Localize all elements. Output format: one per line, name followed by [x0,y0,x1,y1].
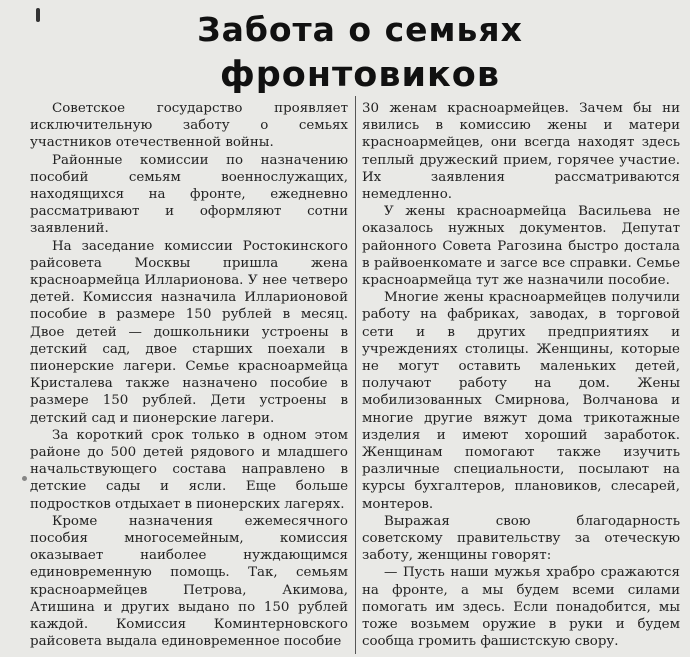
paragraph: За короткий срок только в одном этом районе до 500 детей рядового и младшего начальствующего состава направлено в детские сады и ясли. Еще больше подростков отдыхает в пионерских лагерях. [30,427,348,512]
column-divider [355,96,356,654]
left-column [30,100,348,651]
paragraph: 30 женам красноармейцев. Зачем бы ни явились в комиссию жены и матери красноармейцев, они всегда находят здесь теплый дружеский прием, горячее участие. Их заявления рассматриваются немедленно. [362,101,680,203]
paragraph: Советское государство проявляет исключительную заботу о семьях участников отечественной войны. [30,101,348,151]
ink-smudge [22,476,27,481]
paragraph: Кроме назначения ежемесячного пособия многосемейным, комиссия оказывает наиболее нуждающимся единовременную помощь. Так, семьям красноармейцев Петрова, Акимова, Атишина и других выдано по 150 рублей каждой. Комиссия Коминтерновского райсовета выдала единовременное пособие [30,513,348,650]
right-column [362,100,680,651]
paragraph: У жены красноармейца Васильева не оказалось нужных документов. Депутат районного Совета Рагозина быстро достала в райвоенкомате и загсе все справки. Семье красноармейца тут же назначили пособие. [362,204,680,289]
paragraph: Районные комиссии по назначению пособий семьям военнослужащих, находящихся на фронте, ежедневно рассматривают и оформляют сотни заявлений. [30,152,348,237]
headline-line-1: Забота о семьях [197,10,523,49]
headline-line-2: фронтовиков [220,55,500,95]
paragraph: — Пусть наши мужья храбро сражаются на фронте, а мы будем всеми силами помогать им здесь. Если понадобится, мы тоже возьмем оружие в руки и будем сообща громить фашистскую свору. [362,565,680,650]
paragraph: Многие жены красноармейцев получили работу на фабриках, заводах, в торговой сети и в других предприятиях и учреждениях столицы. Женщины, которые не могут оставить маленьких детей, получают работу на дом. Жены мобилизованных Смирнова, Волчанова и многие другие вяжут дома трикотажные изделия и имеют хороший заработок. Женщинам помогают также изучить различные специальности, посылают на курсы бухгалтеров, плановиков, слесарей, монтеров. [362,290,680,512]
paragraph: Выражая свою благодарность советскому правительству за отеческую заботу, женщины говорят: [362,513,680,564]
ink-mark [36,8,40,22]
paragraph: На заседание комиссии Ростокинского райсовета Москвы пришла жена красноармейца Илларионова. У нее четверо детей. Комиссия назначила Илларионовой пособие в размере 150 рублей в месяц. Двое детей — дошкольники устроены в детский сад, двое старших поехали в пионерские лагери. Семье красноармейца Кристалева также назначено пособие в размере 150 рублей. Дети устроены в детский сад и пионерские лагери. [30,238,348,426]
